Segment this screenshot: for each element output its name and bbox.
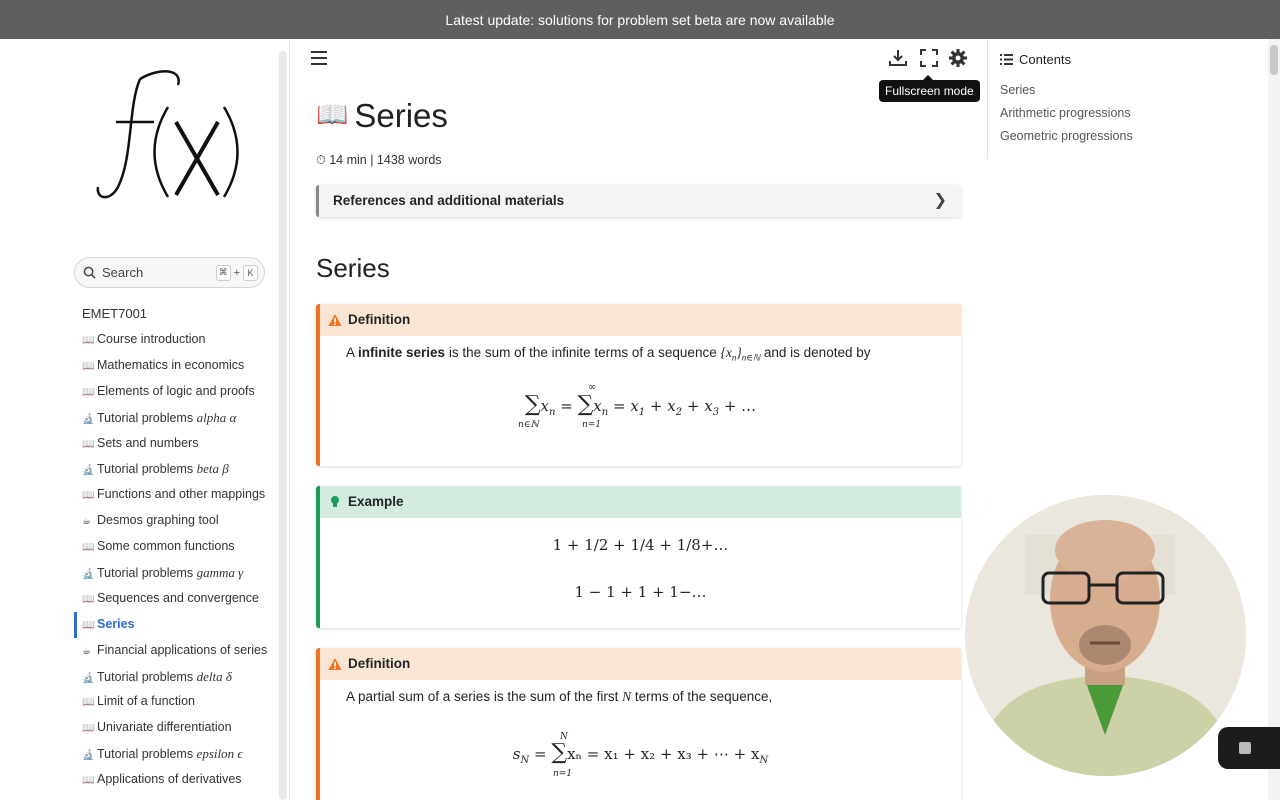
nav-item-label: Series [97, 616, 135, 631]
fx-logo[interactable] [88, 67, 243, 207]
shortcut-key-k: K [243, 265, 258, 281]
nav-item-icon: ☕ [82, 516, 91, 528]
nav-item-label: Mathematics in economics [97, 357, 245, 372]
nav-item-label: Limit of a function [97, 694, 195, 709]
stop-icon [1239, 742, 1251, 754]
search-icon [83, 266, 96, 279]
contents-heading [1000, 52, 1071, 67]
nav-item-label: Tutorial problems [97, 669, 197, 684]
nav-item-icon: 🔬 [82, 413, 95, 425]
sidebar-item[interactable] [74, 379, 279, 405]
sidebar-item[interactable] [74, 715, 279, 741]
search-input[interactable] [74, 257, 265, 288]
sequence-notation: $\{x_n\}_{n\in ℕ}$ [720, 345, 761, 363]
nav-item-icon: 📖 [82, 386, 95, 398]
download-icon[interactable] [889, 49, 907, 67]
nav-item-label: Tutorial problems [97, 462, 197, 477]
menu-toggle-button[interactable] [311, 51, 327, 65]
nav-item-icon: 📖 [82, 490, 95, 502]
stop-recording-button[interactable] [1218, 727, 1280, 769]
sum-index-label: n=1 [553, 769, 573, 779]
sidebar-item[interactable] [74, 482, 279, 508]
nav-item-icon: 🔬 [82, 672, 95, 684]
nav-item-icon: 📖 [82, 542, 95, 554]
search-label: Search [102, 265, 144, 280]
announcement-banner [0, 0, 1280, 39]
chevron-right-icon[interactable]: ❯ [933, 192, 947, 209]
nav-item-label: Tutorial problems [97, 566, 197, 581]
nav-item-greek: delta δ [196, 668, 232, 684]
sidebar-scrollbar[interactable] [279, 51, 287, 800]
nav-item-icon: 🔬 [82, 750, 95, 762]
nav-item-greek: gamma γ [196, 565, 244, 581]
sidebar-item[interactable] [74, 664, 279, 690]
nav-item-label: Desmos graphing tool [97, 513, 219, 528]
sidebar-item[interactable] [74, 431, 279, 457]
nav-item-label: Sets and numbers [97, 435, 199, 450]
sum-upper-label: N [560, 732, 568, 742]
def-text: A [346, 345, 359, 360]
warning-icon [328, 657, 342, 671]
sidebar-item[interactable] [74, 638, 279, 664]
nav-item-greek: beta β [196, 461, 229, 477]
banner-text: Latest update: solutions for problem set beta are now available [445, 11, 835, 28]
references-label: References and additional materials [333, 193, 565, 208]
fullscreen-tooltip: Fullscreen mode [879, 80, 980, 102]
definition-callout [316, 304, 961, 466]
sidebar-item[interactable] [74, 456, 279, 482]
nav-item-greek: epsilon ϵ [196, 746, 243, 762]
settings-gear-icon[interactable] [949, 49, 967, 67]
nav-item-icon: 📖 [82, 593, 95, 605]
def-text: terms of the sequence, [631, 689, 773, 704]
nav-item-icon: 📖 [82, 775, 95, 787]
table-of-contents [987, 39, 1267, 159]
nav-item-greek: alpha α [196, 409, 237, 425]
callout-header [320, 486, 961, 518]
sum-index-label: n=1 [582, 420, 602, 430]
series-formula: $\sum x_n = \sum x_n = x_1 + x_2 + x_3$ + … n∈ℕ n=1 ∞ [518, 382, 757, 430]
toc-item[interactable]: Series [1000, 83, 1036, 97]
def-term: infinite series [358, 345, 446, 360]
def-variable: N [622, 689, 632, 704]
example-formula-1: 1 + 1/2 + 1/4 + 1/8+… [552, 536, 729, 554]
sidebar-item[interactable] [74, 741, 279, 767]
sidebar [0, 39, 290, 800]
hamburger-bar [311, 51, 327, 53]
nav-item-icon: 📖 [82, 619, 95, 631]
nav-item-label: Course introduction [97, 332, 206, 346]
book-icon: 📖 [316, 99, 349, 129]
example-formula-2: 1 − 1 + 1 + 1−… [574, 583, 707, 601]
nav-item-icon: 🔬 [82, 465, 95, 477]
nav-item-icon: 📖 [82, 335, 95, 346]
nav-item-icon: 📖 [82, 438, 95, 450]
main-content [291, 39, 987, 800]
sidebar-item[interactable] [74, 689, 279, 715]
course-code-link[interactable]: EMET7001 [82, 306, 148, 321]
example-callout [316, 486, 961, 628]
sidebar-item[interactable] [74, 612, 279, 638]
nav-item-icon: 📖 [82, 723, 95, 735]
callout-body [320, 680, 961, 706]
nav-item-label: Tutorial problems [97, 747, 197, 762]
partial-sum-formula: $s_N = \sum x_n = x_1 + x_2 + x_3$ + ⋯ + $x_N$ N n=1 [512, 732, 769, 779]
sidebar-item[interactable] [74, 586, 279, 612]
lightbulb-icon [328, 495, 342, 509]
nav-item-icon: 📖 [82, 697, 95, 709]
fullscreen-icon[interactable] [920, 49, 938, 67]
nav-item-icon: ☕ [82, 645, 91, 657]
list-icon [1000, 54, 1013, 65]
shortcut-plus: + [233, 266, 240, 279]
page-scrollbar[interactable] [1268, 39, 1280, 800]
sum-upper-label: ∞ [588, 382, 597, 393]
page-title [316, 97, 448, 135]
def-text: is the sum of the infinite terms of a sequence [445, 345, 721, 360]
callout-title: Example [348, 494, 404, 509]
callout-body [320, 336, 961, 367]
sum-index-label: n∈ℕ [518, 420, 539, 430]
shortcut-key-cmd: ⌘ [216, 265, 231, 281]
sidebar-item[interactable] [74, 560, 279, 586]
sidebar-nav [74, 301, 279, 793]
toc-item[interactable]: Geometric progressions [1000, 129, 1133, 143]
sidebar-item[interactable] [74, 405, 279, 431]
warning-icon [328, 313, 342, 327]
reading-time: ⏱ 14 min | 1438 words [316, 153, 442, 167]
definition-callout [316, 648, 961, 800]
def-text: A partial sum of a series is the sum of the first [346, 689, 623, 704]
nav-item-label: Univariate differentiation [97, 720, 232, 735]
toc-item[interactable]: Arithmetic progressions [1000, 106, 1131, 120]
nav-item-label: Elements of logic and proofs [97, 383, 255, 398]
scrollbar-thumb[interactable] [1270, 45, 1278, 75]
callout-title: Definition [348, 656, 411, 671]
nav-item-label: Sequences and convergence [97, 590, 259, 605]
contents-heading-text: Contents [1019, 52, 1072, 67]
references-collapsible[interactable] [316, 185, 961, 217]
webcam-overlay [965, 495, 1246, 776]
sidebar-item[interactable] [74, 508, 279, 534]
nav-item-label: Tutorial problems [97, 410, 197, 425]
nav-item-label: Functions and other mappings [97, 487, 266, 502]
nav-item-icon: 🔬 [82, 569, 95, 581]
sidebar-item[interactable] [74, 327, 279, 353]
callout-header [320, 648, 961, 680]
nav-item-icon: 📖 [82, 360, 95, 372]
callout-title: Definition [348, 312, 411, 327]
def-text: and is denoted by [760, 345, 871, 360]
nav-item-label: Some common functions [97, 539, 235, 554]
section-heading: Series [316, 253, 390, 283]
nav-item-label: Financial applications of series [97, 642, 268, 657]
callout-header [320, 304, 961, 336]
sidebar-item[interactable] [74, 767, 279, 793]
nav-item-label: Applications of derivatives [97, 772, 242, 787]
presenter-video [965, 495, 1246, 776]
hamburger-bar [311, 63, 327, 65]
sidebar-item[interactable] [74, 534, 279, 560]
page-title-text: Series [354, 97, 448, 134]
sidebar-item[interactable] [74, 353, 279, 379]
hamburger-bar [311, 57, 327, 59]
